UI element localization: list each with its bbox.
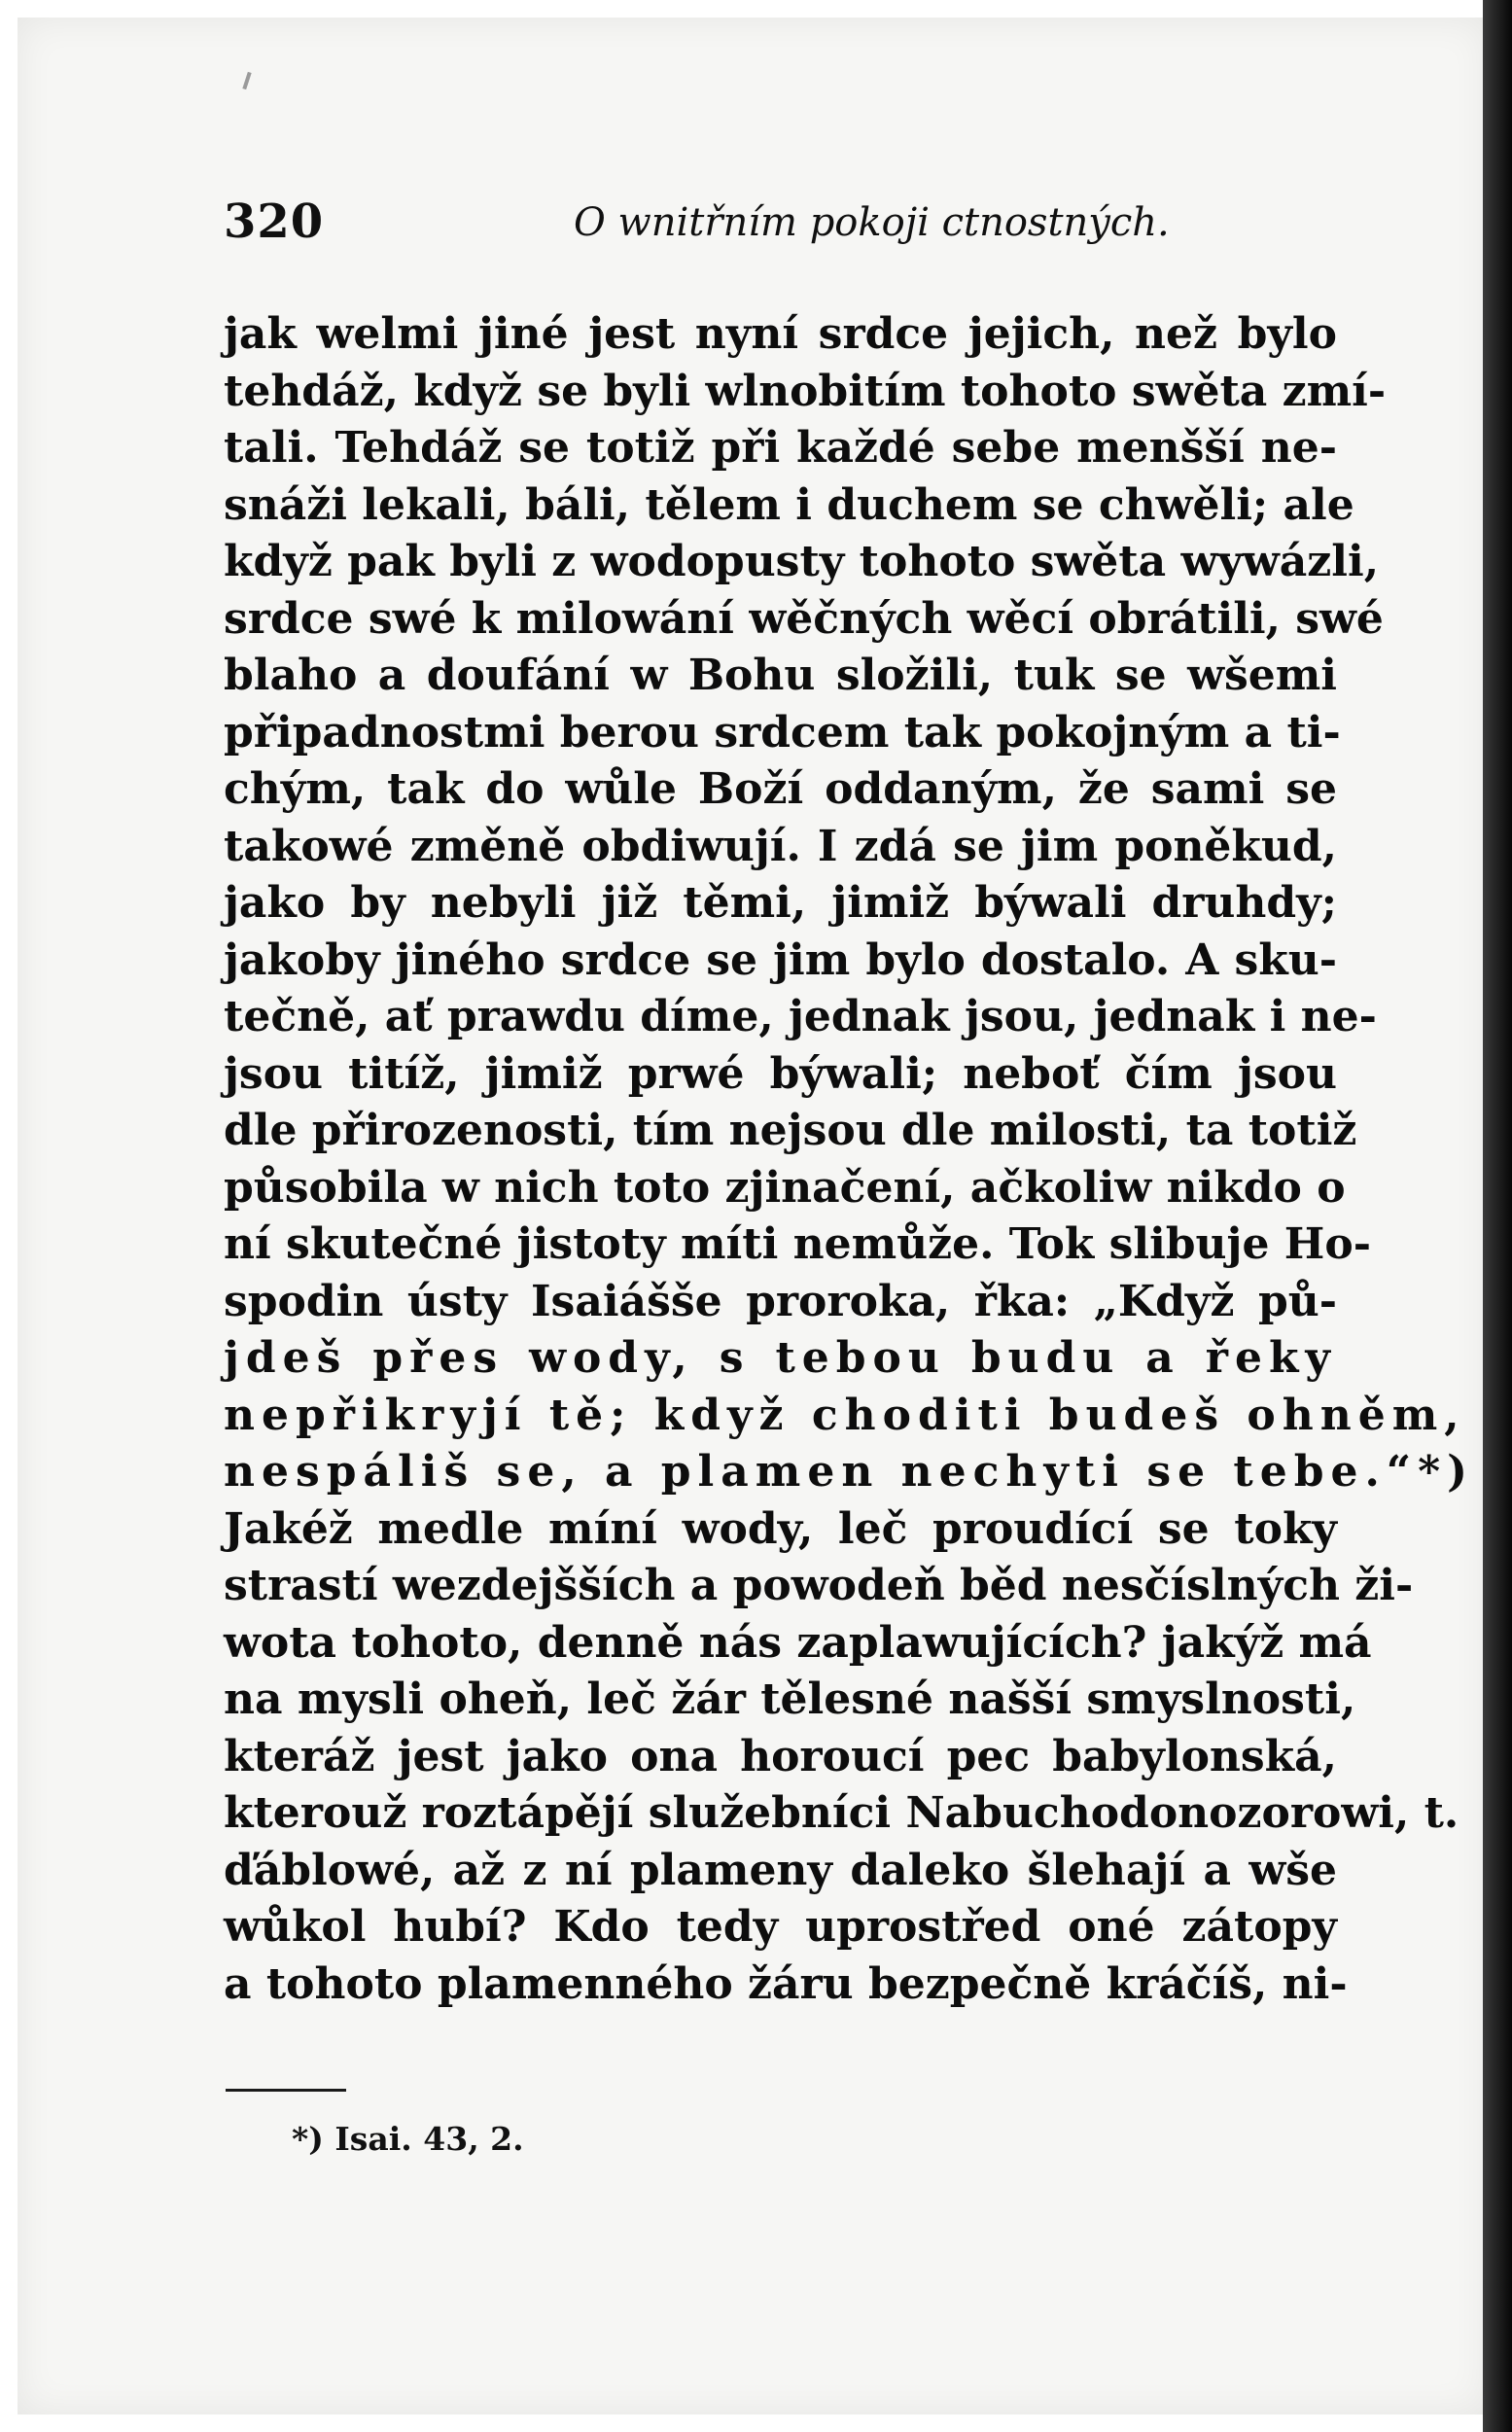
footnote-rule [226, 2089, 346, 2092]
text-line: a tohoto plamenného žáru bezpečně kráčíš, ni- [224, 1958, 1348, 2009]
text-line: srdce swé k milowání wěčných wěcí obrátili, swé [224, 593, 1384, 644]
text-line: blaho a doufání w Bohu složili, tuk se wšemi [224, 651, 1337, 700]
text-line: kteráž jest jako ona horoucí pec babylonská, [224, 1731, 1337, 1781]
text-line: kterouž roztápějí služebníci Nabuchodonozorowi, t. [224, 1788, 1459, 1838]
quoted-line: nespáliš se, a plamen nechyti se tebe.“*) [224, 1447, 1474, 1497]
text-line: tečně, ať prawdu díme, jednak jsou, jednak i ne- [224, 992, 1377, 1041]
page-header [224, 194, 1342, 263]
quoted-line: jdeš přes wody, s tebou budu a řeky [224, 1333, 1337, 1383]
text-line: strastí wezdejšších a powodeň běd nesčíslných ži- [224, 1561, 1414, 1610]
text-line: Jakéž medle míní wody, leč proudící se toky [224, 1503, 1337, 1554]
text-line: jakoby jiného srdce se jim bylo dostalo. A sku- [224, 934, 1337, 985]
text-line: připadnostmi berou srdcem tak pokojným a ti- [224, 707, 1341, 758]
text-line: působila w nich toto zjinačení, ačkoliw nikdo o [224, 1162, 1346, 1213]
running-head: O wnitřním pokoji ctnostných. [574, 200, 1170, 245]
scan-edge-shadow [1483, 0, 1512, 2432]
text-line: wůkol hubí? Kdo tedy uprostřed oné zátopy [224, 1902, 1337, 1952]
quoted-line: nepřikryjí tě; když choditi budeš ohněm, [224, 1390, 1466, 1440]
text-line: tali. Tehdáž se totiž při každé sebe menšší ne- [224, 423, 1337, 473]
text-line: ní skutečné jistoty míti nemůže. Tok slibuje Ho- [224, 1219, 1371, 1269]
text-line: dle přirozenosti, tím nejsou dle milosti, ta totiž [224, 1106, 1357, 1155]
text-line: jak welmi jiné jest nyní srdce jejich, než bylo [224, 309, 1337, 359]
text-line: na mysli oheň, leč žár tělesné našší smyslnosti, [224, 1674, 1356, 1724]
text-line: wota tohoto, denně nás zaplawujících? jakýž má [224, 1617, 1372, 1668]
text-line: ďáblowé, až z ní plameny daleko šlehají a wše [224, 1845, 1337, 1895]
body-text [224, 306, 1474, 2013]
text-line: spodin ústy Isaiášše proroka, řka: „Když pů- [224, 1276, 1337, 1326]
text-line: když pak byli z wodopusty tohoto swěta wywázli, [224, 537, 1380, 586]
footnote: *) Isai. 43, 2. [292, 2120, 524, 2158]
text-line: takowé změně obdiwují. I zdá se jim poněkud, [224, 821, 1337, 871]
text-line: jako by nebyli již těmi, jimiž býwali druhdy; [224, 878, 1337, 928]
text-line: chým, tak do wůle Boží oddaným, že sami se [224, 764, 1337, 814]
text-line: jsou titíž, jimiž prwé býwali; neboť čím jsou [224, 1048, 1337, 1099]
text-line: snáži lekali, báli, tělem i duchem se chwěli; ale [224, 479, 1354, 530]
text-line: tehdáž, když se byli wlnobitím tohoto swěta zmí- [224, 366, 1387, 416]
page-number: 320 [224, 194, 325, 249]
